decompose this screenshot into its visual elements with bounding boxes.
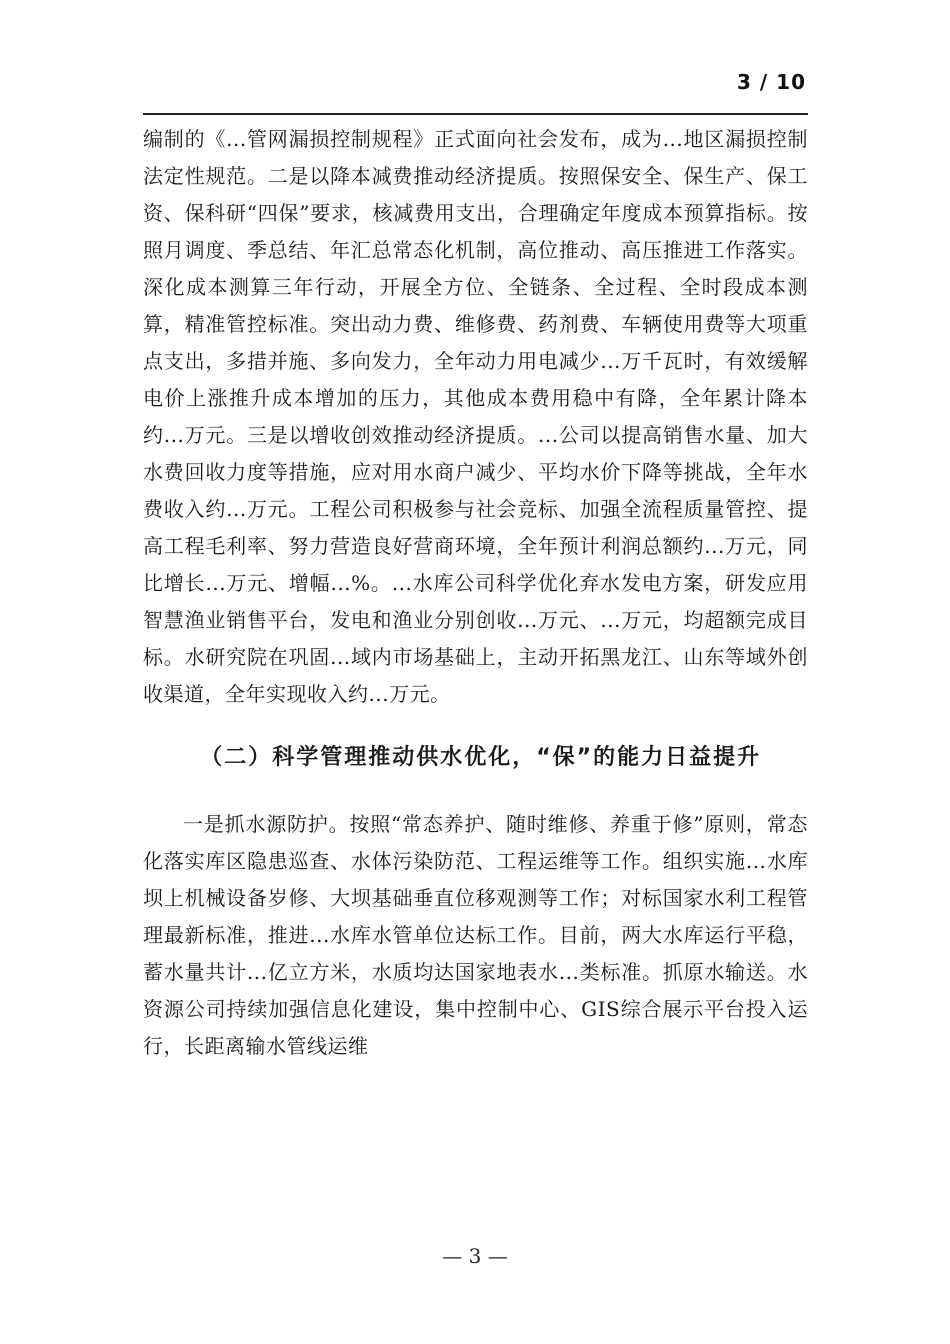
page-number-footer: — 3 — [442, 1244, 508, 1268]
header-divider [143, 113, 808, 115]
body-paragraph: 一是抓水源防护。按照“常态养护、随时维修、养重于修”原则，常态化落实库区隐患巡查、水体污染防范、工程运维等工作。组织实施...水库坝上机械设备岁修、大坝基础垂直位移观测等工作；对标国家水利工程管理最新标准，推进...水库水管单位达标工作。目前，两大水库运行平稳，蓄水量共计...亿立方米，水质均达国家地表水...类标准。抓原水输送。水资源公司持续加强信息化建设，集中控制中心、GIS综合展示平台投入运行，长距离输水管线运维 [143, 812, 808, 1058]
document-body [143, 121, 808, 1065]
section-heading: （二）科学管理推动供水优化，“保”的能力日益提升 [200, 745, 762, 770]
body-paragraph-continued: 编制的《...管网漏损控制规程》正式面向社会发布，成为...地区漏损控制法定性规范。二是以降本减费推动经济提质。按照保安全、保生产、保工资、保科研“四保”要求，核减费用支出，合理确定年度成本预算指标。按照月调度、季总结、年汇总常态化机制，高位推动、高压推进工作落实。深化成本测算三年行动，开展全方位、全链条、全过程、全时段成本测算，精准管控标准。突出动力费、维修费、药剂费、车辆使用费等大项重点支出，多措并施、多向发力，全年动力用电减少...万千瓦时，有效缓解电价上涨推升成本增加的压力，其他成本费用稳中有降，全年累计降本约...万元。三是以增收创效推动经济提质。...公司以提高销售水量、加大水费回收力度等措施，应对用水商户减少、平均水价下降等挑战，全年水费收入约...万元。工程公司积极参与社会竞标、加强全流程质量管控、提高工程毛利率、努力营造良好营商环境，全年预计利润总额约...万元，同比增长...万元、增幅...%。...水库公司科学优化弃水发电方案，研发应用智慧渔业销售平台，发电和渔业分别创收...万元、...万元，均超额完成目标。水研究院在巩固...域内市场基础上，主动开拓黑龙江、山东等域外创收渠道，全年实现收入约...万元。 [143, 127, 808, 706]
page-counter: 3 / 10 [737, 70, 806, 94]
